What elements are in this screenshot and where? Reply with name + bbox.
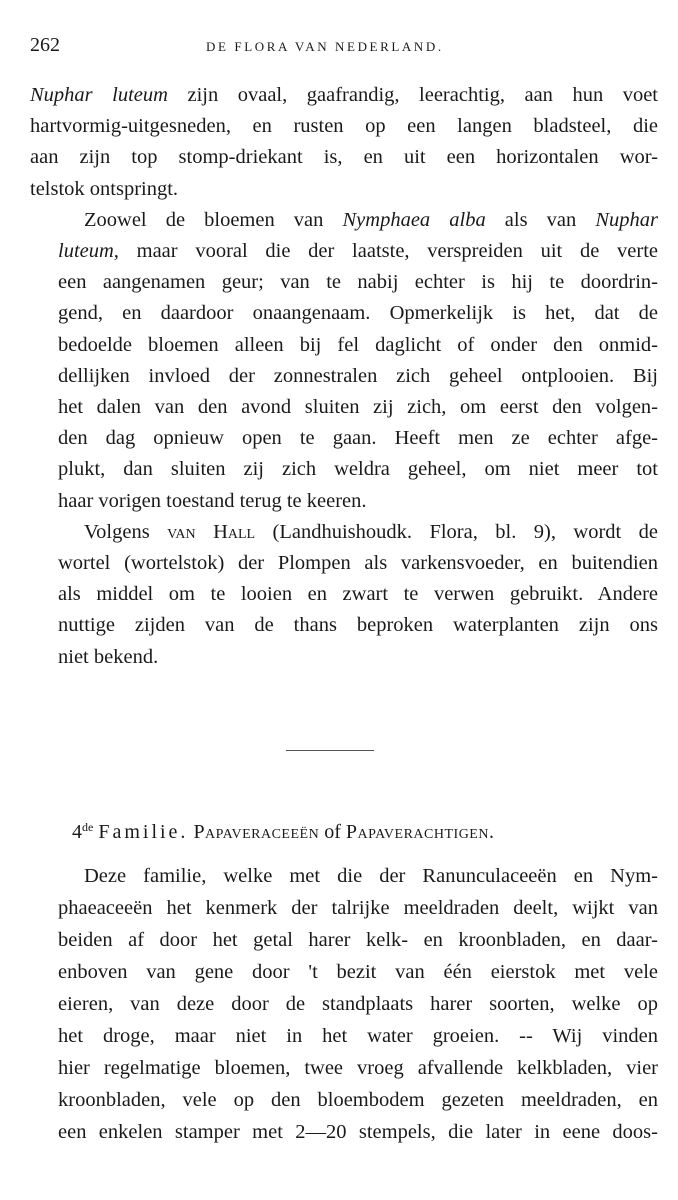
text-line: kroonbladen, vele op den bloembodem gezeten meeldraden, en <box>58 1089 658 1111</box>
text-line <box>30 236 658 267</box>
text-line: enboven van gene door 't bezit van één eierstok met vele <box>58 961 658 983</box>
page-number: 262 <box>30 34 60 56</box>
species-name: Nuphar luteum <box>30 84 168 106</box>
text-span: Zoowel de bloemen van <box>84 208 343 231</box>
text-line <box>30 205 658 236</box>
running-head <box>30 34 658 60</box>
text-line: nuttige zijden van de thans beproken waterplanten zijn ons <box>58 614 658 637</box>
text-line: phaeaceeën het kenmerk der talrijke meeldraden deelt, wijkt van <box>58 897 658 919</box>
section-heading <box>72 812 632 847</box>
text-line: als middel om te looien en zwart te verwen gebruikt. Andere <box>58 583 658 606</box>
text-line: gend, en daardoor onaangenaam. Opmerkelijk is het, dat de <box>58 302 658 325</box>
text-line <box>30 517 658 548</box>
text-line: een aangenamen geur; van te nabij echter is hij te doordrin- <box>58 271 658 294</box>
paragraph-flower-scent <box>30 205 658 517</box>
paragraph-papaveraceae <box>30 860 658 1148</box>
text-line: niet bekend. <box>58 645 159 668</box>
text-line: beiden af door het getal harer kelk- en kroonbladen, en daar- <box>58 929 658 951</box>
family-number <box>72 821 93 843</box>
text-span: Volgens <box>84 520 168 543</box>
text-line: het droge, maar niet in het water groeien. -- Wij vinden <box>58 1025 658 1047</box>
text-line: dellijken invloed der zonnestralen zich geheel ontplooien. Bij <box>58 364 658 387</box>
body-text-top <box>30 80 658 673</box>
family-number-suffix: de <box>82 820 94 834</box>
running-title: DE FLORA VAN NEDERLAND. <box>206 39 444 54</box>
author-name: van Hall <box>167 520 256 543</box>
text-line: hier regelmatige bloemen, twee vroeg afvallende kelkbladen, vier <box>58 1057 658 1079</box>
paragraph-nuphar-leaves <box>30 80 658 205</box>
family-connector: of <box>319 821 346 843</box>
text-line: een enkelen stamper met 2—20 stempels, die later in eene doos- <box>58 1121 658 1143</box>
paragraph-van-hall <box>30 517 658 673</box>
body-text-bottom <box>30 860 658 1148</box>
text-line: wortel (wortelstok) der Plompen als varkensvoeder, en buitendien <box>58 552 658 575</box>
text-line: haar vorigen toestand terug te keeren. <box>58 489 367 512</box>
text-span: als van <box>485 208 596 231</box>
text-line: telstok ontspringt. <box>30 177 179 200</box>
text-line: plukt, dan sluiten zij zich weldra geheel, om niet meer tot <box>58 458 658 481</box>
section-divider <box>286 750 374 751</box>
text-line: Deze familie, welke met die der Ranunculaceeën en Nym- <box>84 865 658 887</box>
text-span: (Landhuishoudk. Flora, bl. 9), wordt de <box>255 520 659 543</box>
family-name-dutch: Papaverachtigen. <box>345 821 495 843</box>
text-line: den dag opnieuw open te gaan. Heeft men ze echter afge- <box>58 427 658 450</box>
family-number-digit: 4 <box>72 821 82 843</box>
family-name: Papaveraceeën <box>193 821 320 843</box>
text-line: het dalen van den avond sluiten zij zich, om eerst den volgen- <box>58 396 658 419</box>
text-line <box>30 80 658 111</box>
species-name: luteum, <box>58 240 119 263</box>
species-name: Nymphaea alba <box>342 208 486 231</box>
text-span: maar vooral die der laatste, verspreiden uit de verte <box>118 240 658 263</box>
text-line: eieren, van deze door de standplaats harer soorten, welke op <box>58 993 658 1015</box>
text-span: zijn ovaal, gaafrandig, leerachtig, aan hun voet <box>167 84 658 106</box>
text-line: hartvormig-uitgesneden, en rusten op een langen bladsteel, die <box>30 115 658 138</box>
text-line: bedoelde bloemen alleen bij fel daglicht of onder den onmid- <box>58 333 658 356</box>
species-name: Nuphar <box>595 208 658 231</box>
familie-label: Familie. <box>98 821 189 843</box>
text-line: aan zijn top stomp-driekant is, en uit een horizontalen wor- <box>30 146 658 169</box>
